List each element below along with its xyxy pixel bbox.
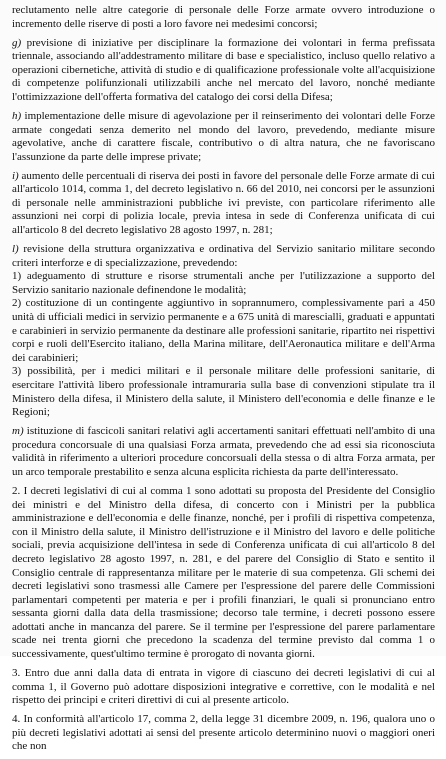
list-item-i bbox=[12, 170, 435, 238]
paragraph-3: 3. Entro due anni dalla data di entrata in vigore di ciascuno dei decreti legislativi di cui al comma 1, il Governo può adottare disposizioni integrative e correttive, con le modalità e nel rispetto dei principi e criteri direttivi di cui al presente articolo. bbox=[12, 667, 435, 707]
item-text-l: revisione della struttura organizzativa e ordinativa del Servizio sanitario militare secondo criteri interforze e di specializzazione, prevedendo: bbox=[12, 243, 436, 269]
list-item-l bbox=[12, 243, 435, 420]
paragraph-2: 2. I decreti legislativi di cui al comma 1 sono adottati su proposta del Presidente del Consiglio dei ministri e del Ministro della difesa, di concerto con i Ministri per la pubblica amministrazione e dell'economia e delle finanze, nonché, per i profili di rispettiva competenza, con il Ministro della salute, il Ministro dell'istruzione e il Ministro del lavoro e delle politiche sociali, previa acquisizione dell'intesa in sede di Conferenza unificata di cui all'articolo 8 del decreto legislativo 28 agosto 1997, n. 281, e del parere del Consiglio di Stato e sentito il Consiglio centrale di rappresentanza militare per le materie di sua competenza. Gli schemi dei decreti legislativi sono trasmessi alle Camere per l'espressione del parere delle Commissioni parlamentari competenti per materia e per i profili finanziari, le quali si pronunciano entro sessanta giorni dalla data della trasmissione; decorso tale termine, i decreti possono essere adottati anche in mancanza del parere. Se il termine per l'espressione del parere parlamentare scade nei trenta giorni che precedono la scadenza del termine previsto dal comma 1 o successivamente, quest'ultimo termine è prorogato di novanta giorni. bbox=[12, 484, 435, 661]
item-text-h: implementazione delle misure di agevolazione per il reinserimento dei volontari delle Forze armate congedati senza demerito nel mondo del lavoro, prevedendo, mediante misure agevolative, anche di carattere fiscale, contributivo o di altra natura, che ne favoriscano l'assunzione da parte delle imprese private; bbox=[12, 109, 436, 163]
document-body bbox=[12, 4, 435, 759]
sub-item-2: 2) costituzione di un contingente aggiuntivo in soprannumero, complessivamente pari a 450 unità di ufficiali medici in servizio permanente e a 675 unità di marescialli, graduati e appuntati e carabinieri in servizio permanente da destinare alle professioni sanitarie, ripartito nei rispettivi corpi e ruoli dell'Esercito italiano, della Marina militare, dell'Aeronautica militare e dell'Arma dei carabinieri; bbox=[12, 297, 435, 364]
item-label-m: m) bbox=[12, 425, 24, 438]
list-item-h bbox=[12, 110, 435, 164]
item-label-g: g) bbox=[12, 36, 22, 49]
intro-paragraph: reclutamento nelle altre categorie di personale delle Forze armate ovvero introduzione o incremento delle riserve di posti a loro favore nei medesimi concorsi; bbox=[12, 4, 435, 30]
item-label-h: h) bbox=[12, 109, 22, 122]
paragraph-4: 4. In conformità all'articolo 17, comma 2, della legge 31 dicembre 2009, n. 196, qualora uno o più decreti legislativi adottati ai sensi del presente articolo determinino nuovi o maggiori oneri che non bbox=[12, 713, 435, 753]
item-label-l: l) bbox=[12, 243, 19, 256]
item-text-g: previsione di iniziative per disciplinare la formazione dei volontari in ferma prefissata triennale, associando all'addestramento militare di base e specialistico, incluso quello relativo a operazioni cibernetiche, attività di studio e di qualificazione professionale volte all'acquisizione di competenze polifunzionali utilizzabili anche nel mercato del lavoro, nonché mediante l'ottimizzazione dell'offerta formativa del catalogo dei corsi della Difesa; bbox=[12, 36, 435, 103]
item-text-i: aumento delle percentuali di riserva dei posti in favore del personale delle Forze armate di cui all'articolo 1014, comma 1, del decreto legislativo n. 66 del 2010, nei concorsi per le assunzioni di personale nelle amministrazioni pubbliche ivi previste, con particolare riferimento alle assunzioni nei corpi di polizia locale, previa intesa in sede di Conferenza unificata di cui all'articolo 8 del decreto legislativo 28 agosto 1997, n. 281; bbox=[12, 169, 435, 237]
item-label-i: i) bbox=[12, 169, 19, 182]
item-l-heading bbox=[12, 243, 435, 270]
item-text-m: istituzione di fascicoli sanitari relativi agli accertamenti sanitari effettuati nell'ambito di una procedura concorsuale di una qualsiasi Forza armata, prevedendo che ad essi sia riconosciuta validità in riferimento a ulteriori procedure concorsuali della stessa o di altra Forza armata, per un arco temporale prestabilito e senza alcuna esplicita richiesta da parte dell'interessato. bbox=[12, 425, 435, 478]
sub-item-3: 3) possibilità, per i medici militari e il personale militare delle professioni sanitarie, di esercitare l'attività libero professionale intramuraria sulla base di convenzioni stipulate tra il Ministero della difesa, il Ministero della salute, il Ministero dell'economia e delle finanze e le Regioni; bbox=[12, 365, 435, 419]
list-item-g bbox=[12, 37, 435, 105]
list-item-m bbox=[12, 425, 435, 479]
sub-item-1: 1) adeguamento di strutture e risorse strumentali anche per l'utilizzazione a supporto del Servizio sanitario nazionale definendone le modalità; bbox=[12, 270, 435, 296]
